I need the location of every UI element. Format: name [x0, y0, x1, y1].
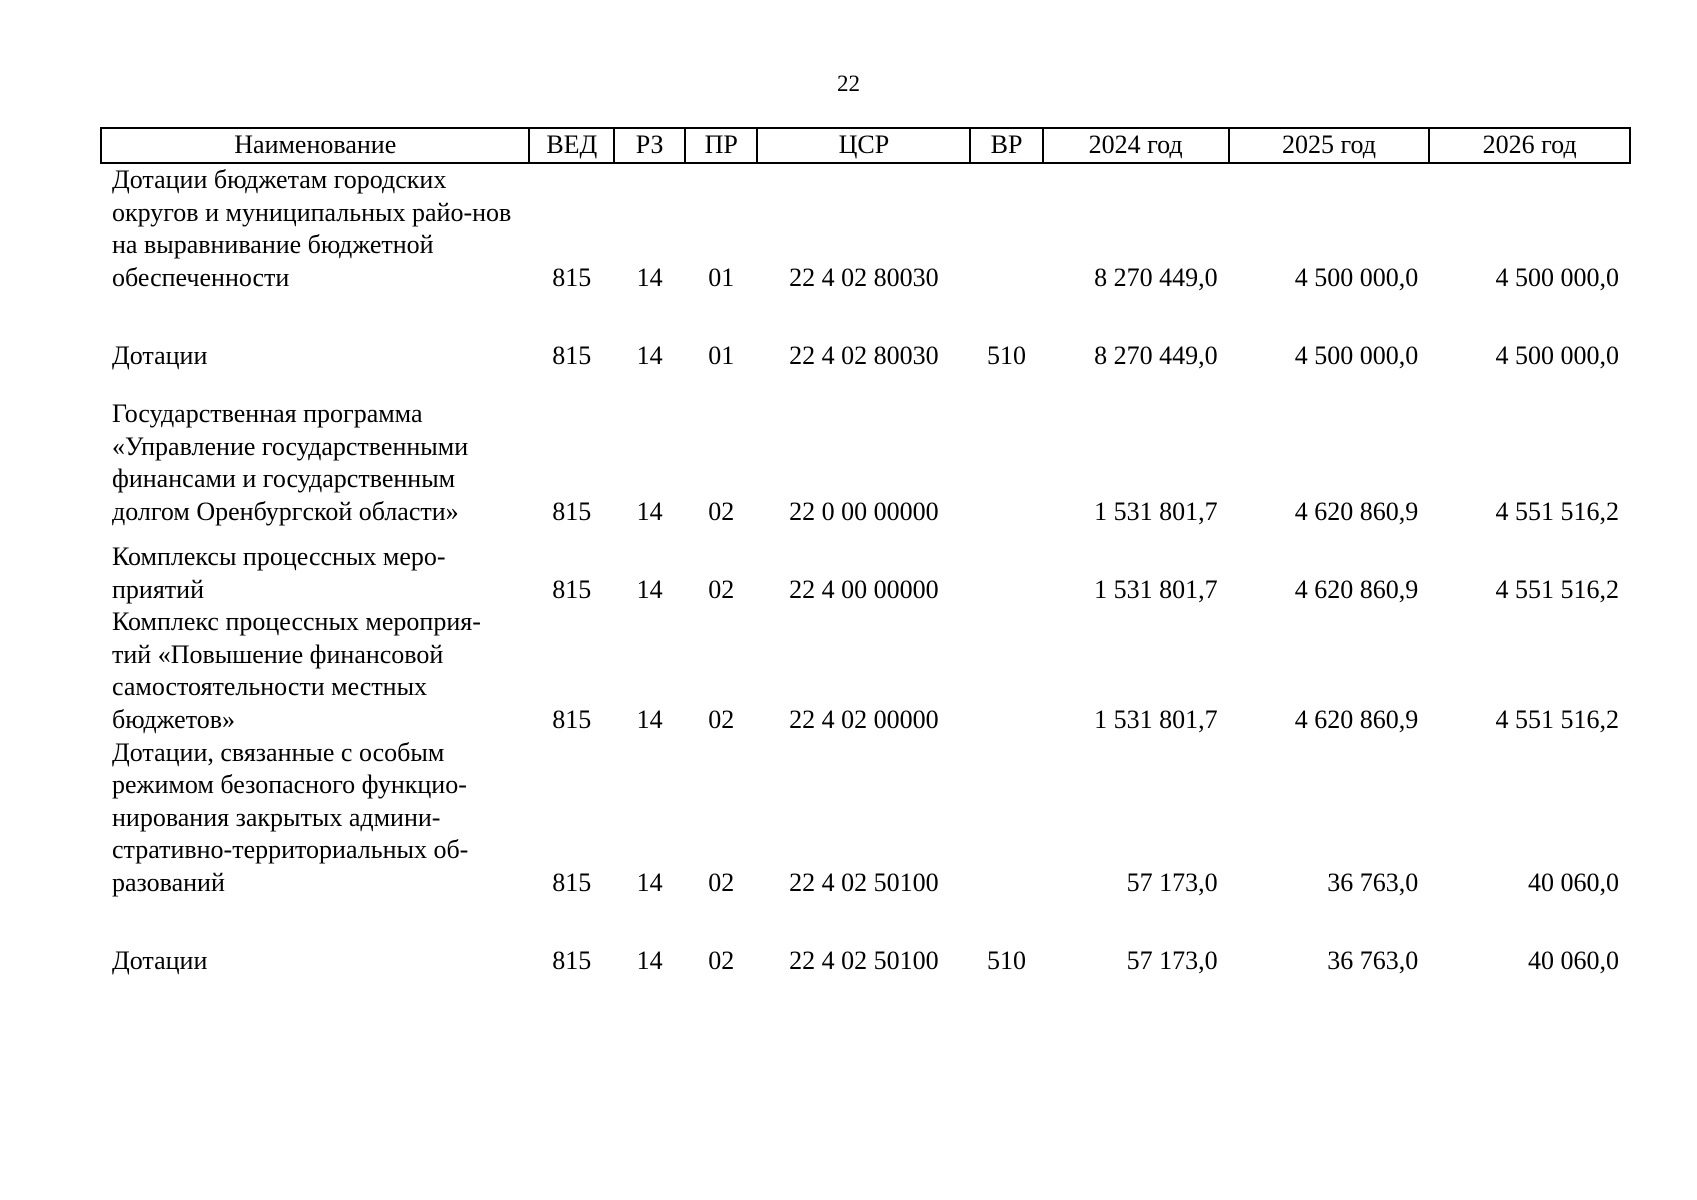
row-2025: 36 763,0 [1327, 867, 1419, 897]
row-ved: 815 [552, 867, 592, 897]
row-2026: 40 060,0 [1528, 867, 1619, 897]
table-body [101, 163, 1630, 977]
header-rz: РЗ [614, 128, 685, 163]
row-csr: 22 4 00 00000 [789, 574, 939, 604]
row-rz: 14 [636, 262, 663, 292]
row-pr: 02 [708, 945, 735, 975]
table-row [101, 899, 1630, 977]
row-2025: 4 620 860,9 [1294, 574, 1419, 604]
row-ved: 815 [552, 704, 592, 734]
row-name: Дотации [112, 945, 208, 975]
table-row [101, 294, 1630, 372]
row-csr: 22 4 02 50100 [789, 945, 939, 975]
row-2025: 4 500 000,0 [1294, 340, 1419, 370]
row-2026: 40 060,0 [1528, 945, 1619, 975]
row-rz: 14 [636, 496, 663, 526]
row-csr: 22 4 02 80030 [789, 340, 939, 370]
row-vr: 510 [987, 340, 1027, 370]
row-csr: 22 4 02 80030 [789, 262, 939, 292]
header-csr: ЦСР [757, 128, 970, 163]
row-name: Дотации бюджетам городских округов и муниципальных райо-нов на выравнивание бюджетной обеспеченности [112, 165, 512, 292]
table-row [101, 163, 1630, 294]
page-number: 22 [837, 71, 860, 96]
row-2025: 36 763,0 [1327, 945, 1419, 975]
header-row [101, 128, 1630, 163]
row-vr [970, 163, 1042, 294]
row-ved: 815 [552, 340, 592, 370]
row-2026: 4 500 000,0 [1495, 340, 1619, 370]
row-vr [970, 736, 1042, 899]
row-rz: 14 [636, 704, 663, 734]
row-vr [970, 372, 1042, 528]
row-pr: 02 [708, 574, 735, 604]
table-row [101, 736, 1630, 899]
row-vr [970, 606, 1042, 736]
header-2024: 2024 год [1043, 128, 1229, 163]
row-2024: 8 270 449,0 [1094, 340, 1218, 370]
row-2024: 8 270 449,0 [1094, 262, 1218, 292]
row-rz: 14 [636, 867, 663, 897]
row-2025: 4 620 860,9 [1294, 496, 1419, 526]
header-ved: ВЕД [529, 128, 614, 163]
table-row [101, 606, 1630, 736]
header-pr: ПР [685, 128, 757, 163]
row-name: Государственная программа «Управление государственными финансами и государственным долгом Оренбургской области» [112, 399, 469, 526]
header-2026: 2026 год [1429, 128, 1630, 163]
row-csr: 22 0 00 00000 [789, 496, 939, 526]
row-2024: 1 531 801,7 [1094, 704, 1218, 734]
row-ved: 815 [552, 496, 592, 526]
row-2026: 4 551 516,2 [1495, 704, 1619, 734]
row-name: Дотации [112, 340, 208, 370]
row-name: Дотации, связанные с особым режимом безопасного функцио-нирования закрытых админи-стративно-территориальных об-разований [112, 737, 469, 897]
budget-table [100, 127, 1631, 977]
row-vr: 510 [987, 945, 1027, 975]
header-2025: 2025 год [1229, 128, 1430, 163]
row-pr: 02 [708, 704, 735, 734]
row-ved: 815 [552, 945, 592, 975]
row-pr: 01 [708, 340, 735, 370]
header-vr: ВР [970, 128, 1042, 163]
row-2024: 1 531 801,7 [1094, 496, 1218, 526]
row-2026: 4 551 516,2 [1495, 496, 1619, 526]
row-ved: 815 [552, 574, 592, 604]
row-vr [970, 528, 1042, 606]
header-name: Наименование [101, 128, 529, 163]
row-2025: 4 500 000,0 [1294, 262, 1419, 292]
row-pr: 02 [708, 867, 735, 897]
row-pr: 02 [708, 496, 735, 526]
row-2024: 1 531 801,7 [1094, 574, 1218, 604]
row-name: Комплекс процессных мероприя-тий «Повышение финансовой самостоятельности местных бюджетов» [112, 607, 481, 734]
row-csr: 22 4 02 50100 [789, 867, 939, 897]
row-2025: 4 620 860,9 [1294, 704, 1419, 734]
row-name: Комплексы процессных меро-приятий [112, 542, 446, 604]
row-rz: 14 [636, 340, 663, 370]
table-header [101, 128, 1630, 163]
row-ved: 815 [552, 262, 592, 292]
row-2026: 4 500 000,0 [1495, 262, 1619, 292]
row-2026: 4 551 516,2 [1495, 574, 1619, 604]
row-2024: 57 173,0 [1126, 945, 1218, 975]
row-pr: 01 [708, 262, 735, 292]
row-2024: 57 173,0 [1126, 867, 1218, 897]
table-row [101, 372, 1630, 528]
table-row [101, 528, 1630, 606]
row-rz: 14 [636, 945, 663, 975]
row-rz: 14 [636, 574, 663, 604]
row-csr: 22 4 02 00000 [789, 704, 939, 734]
